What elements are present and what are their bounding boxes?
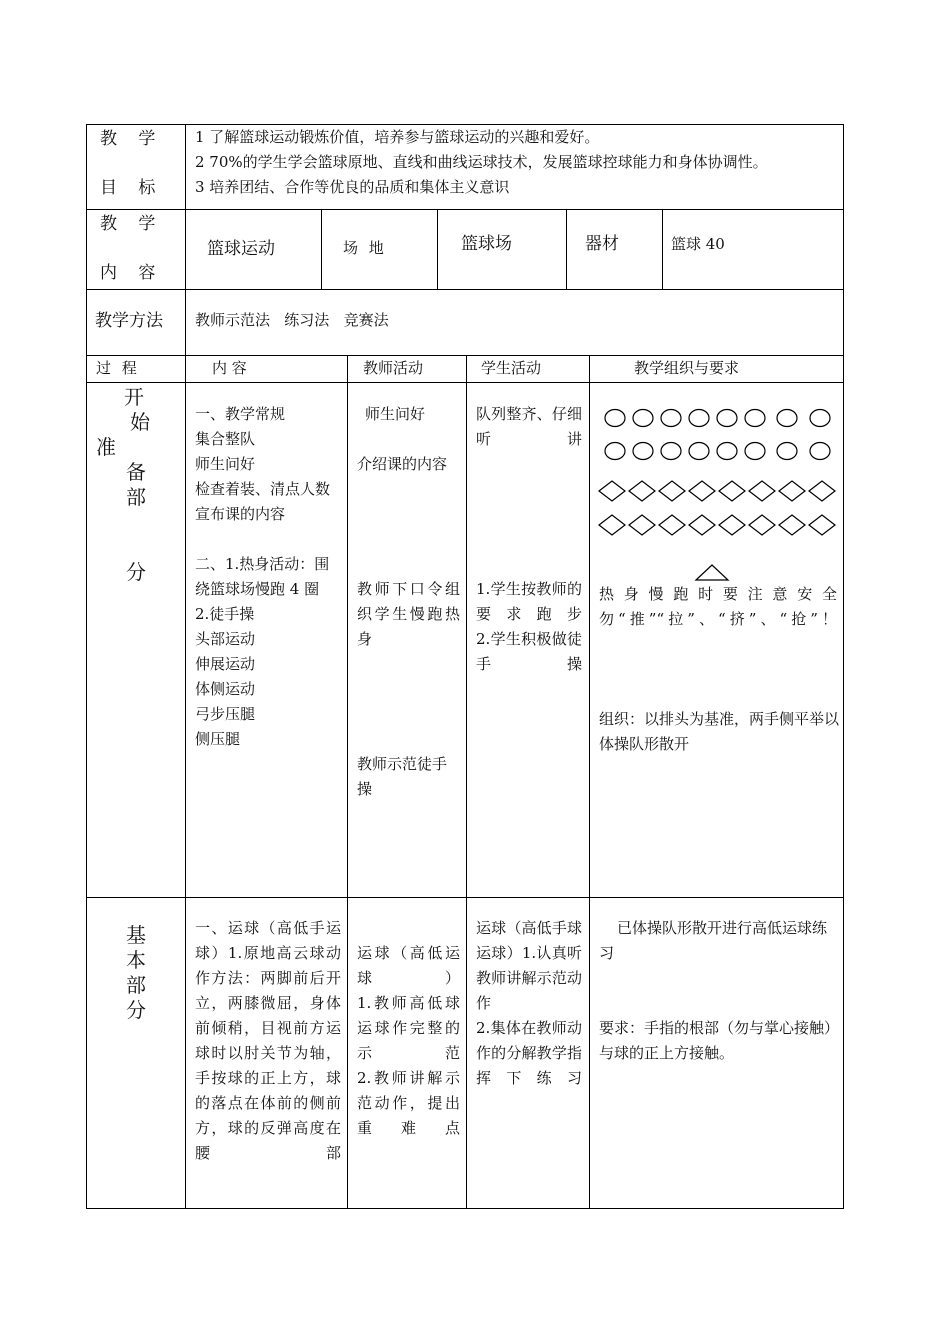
prep-content-line: 体侧运动: [195, 680, 256, 698]
basic-content: 一、运球（高低手运球）1.原地高云球动作方法：两脚前后开立，两膝微屈，身体前倾稍，目视前方运球时以肘关节为轴，手按球的正上方，球的落点在体前的侧前方，球的反弹高度在腰部: [195, 919, 341, 1162]
basic-student-activity: 2.集体在教师动作的分解教学指挥下练习: [476, 1019, 582, 1087]
basic-label-char: 部: [126, 973, 146, 997]
student-diamond-mark: [749, 481, 775, 501]
goals-label-bottom: 目 标: [100, 178, 164, 198]
student-diamond-mark: [749, 515, 775, 535]
table-rule: [86, 897, 844, 898]
student-circle-mark: [633, 410, 653, 427]
basic-student-activity: 运球（高低手球运球）1.认真听教师讲解示范动作: [476, 919, 582, 1012]
content-label-bottom: 内 容: [100, 263, 164, 283]
prep-content-line: 师生问好: [195, 455, 256, 473]
goals-label-top: 教 学: [100, 129, 164, 149]
prep-organization-note: 热身慢跑时要注意安全勿“推”“拉”、“挤”、“抢”！: [599, 585, 837, 628]
basic-label-char: 分: [126, 998, 146, 1022]
student-diamond-mark: [779, 481, 805, 501]
student-circle-mark: [689, 410, 709, 427]
table-rule: [466, 355, 467, 1208]
student-diamond-mark: [659, 515, 685, 535]
student-circle-mark: [745, 443, 765, 460]
prep-content-line: 绕篮球场慢跑 4 圈: [195, 580, 320, 598]
prep-student-activity: 队列整齐、仔细听讲: [476, 405, 582, 448]
table-border-left: [86, 124, 87, 1208]
teacher-triangle-mark: [696, 565, 728, 580]
method-value: 教师示范法 练习法 竞赛法: [195, 311, 389, 329]
prep-teacher-activity: 教师下口令组织学生慢跑热身: [357, 580, 460, 648]
prep-teacher-activity: 师生问好: [365, 405, 426, 423]
header-organization: 教学组织与要求: [634, 359, 740, 377]
table-border-bottom: [86, 1208, 844, 1209]
prep-content-line: 弓步压腿: [195, 705, 256, 723]
table-rule: [185, 124, 186, 1208]
student-diamond-mark: [629, 481, 655, 501]
basic-label-char: 本: [126, 948, 146, 972]
header-student-activity: 学生活动: [481, 359, 542, 377]
header-content: 内 容: [212, 359, 247, 377]
prep-content-line: 一、教学常规: [195, 405, 286, 423]
table-rule: [566, 209, 567, 289]
venue-label: 场 地: [343, 239, 387, 257]
header-process: 过 程: [96, 359, 140, 377]
student-circle-mark: [661, 443, 681, 460]
header-teacher-activity: 教师活动: [363, 359, 424, 377]
basic-organization: 要求：手指的根部（勿与掌心接触）与球的正上方接触。: [599, 1019, 840, 1062]
prep-student-activity: 2.学生积极做徒手操: [476, 630, 582, 673]
table-rule: [437, 209, 438, 289]
student-circle-mark: [717, 410, 737, 427]
prep-content-line: 侧压腿: [195, 730, 241, 748]
student-circle-mark: [810, 443, 830, 460]
basic-teacher-activity: 1.教师高低球运球作完整的示范: [357, 994, 460, 1062]
prep-label-char: 部: [126, 485, 146, 509]
prep-content-line: 检查着装、清点人数: [195, 480, 331, 498]
table-rule: [347, 355, 348, 1208]
student-circle-mark: [777, 443, 797, 460]
student-diamond-mark: [809, 515, 835, 535]
equipment-value: 篮球 40: [671, 235, 725, 253]
prep-organization-note: 组织：以排头为基准，两手侧平举以体操队形散开: [599, 710, 840, 753]
goal-line: 1 了解篮球运动锻炼价值，培养参与篮球运动的兴趣和爱好。: [195, 128, 600, 146]
student-circle-mark: [745, 410, 765, 427]
student-circle-mark: [717, 443, 737, 460]
student-diamond-mark: [599, 515, 625, 535]
student-diamond-mark: [719, 515, 745, 535]
student-circle-mark: [605, 410, 625, 427]
student-diamond-mark: [809, 481, 835, 501]
prep-content-line: 伸展运动: [195, 655, 256, 673]
goal-line: 3 培养团结、合作等优良的品质和集体主义意识: [195, 178, 510, 196]
student-circle-mark: [689, 443, 709, 460]
equipment-label: 器材: [585, 234, 619, 254]
prep-content-line: 集合整队: [195, 430, 256, 448]
student-diamond-mark: [629, 515, 655, 535]
prep-label-char: 准: [96, 435, 116, 459]
table-border-right: [843, 124, 844, 1208]
prep-teacher-activity: 介绍课的内容: [357, 455, 448, 473]
table-rule: [321, 209, 322, 289]
student-diamond-mark: [659, 481, 685, 501]
prep-teacher-activity: 教师示范徒手操: [357, 755, 448, 798]
formation-diagram: [596, 400, 842, 584]
student-diamond-mark: [719, 481, 745, 501]
student-diamond-mark: [689, 481, 715, 501]
table-rule: [86, 382, 844, 383]
prep-label-char: 开: [124, 385, 144, 409]
prep-content-line: 二、1.热身活动：围: [195, 555, 330, 573]
student-diamond-mark: [689, 515, 715, 535]
table-rule: [589, 355, 590, 1208]
student-circle-mark: [605, 443, 625, 460]
student-circle-mark: [661, 410, 681, 427]
prep-student-activity: 1.学生按教师的要求跑步: [476, 580, 582, 623]
basic-teacher-activity: 2.教师讲解示范动作，提出重难点: [357, 1069, 460, 1137]
table-rule: [86, 209, 844, 210]
prep-content-line: 头部运动: [195, 630, 256, 648]
basic-organization: 已体操队形散开进行高低运球练习: [599, 919, 828, 962]
prep-label-char: 始: [130, 410, 150, 434]
content-label-top: 教 学: [100, 214, 164, 234]
student-circle-mark: [810, 410, 830, 427]
lesson-content-value: 篮球运动: [207, 239, 275, 259]
basic-label-char: 基: [126, 923, 146, 947]
student-diamond-mark: [779, 515, 805, 535]
student-circle-mark: [633, 443, 653, 460]
goal-line: 2 70%的学生学会篮球原地、直线和曲线运球技术，发展篮球控球能力和身体协调性。: [195, 153, 768, 171]
prep-content-line: 宣布课的内容: [195, 505, 286, 523]
table-rule: [662, 209, 663, 289]
prep-content-line: 2.徒手操: [195, 605, 255, 623]
prep-label-char: 备: [126, 460, 146, 484]
method-label: 教学方法: [95, 311, 163, 331]
student-diamond-mark: [599, 481, 625, 501]
venue-value: 篮球场: [461, 234, 512, 254]
table-rule: [86, 289, 844, 290]
basic-teacher-activity: 运球（高低运球）: [357, 944, 460, 987]
prep-label-char: 分: [126, 560, 146, 584]
student-circle-mark: [777, 410, 797, 427]
